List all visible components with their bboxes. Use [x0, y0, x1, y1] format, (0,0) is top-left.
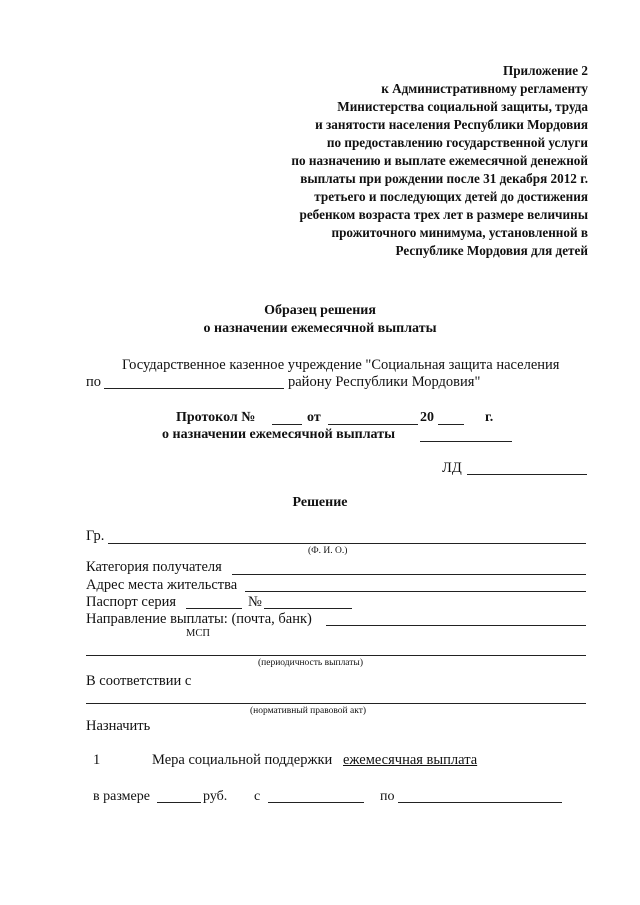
institution-line: Государственное казенное учреждение "Социальная защита населения — [122, 357, 560, 373]
protocol-subtitle: о назначении ежемесячной выплаты — [162, 427, 395, 442]
periodicity-blank[interactable] — [86, 655, 586, 656]
act-blank[interactable] — [86, 703, 586, 704]
protocol-assign-blank[interactable] — [420, 441, 512, 442]
appendix-line: прожиточного минимума, установленной в — [331, 225, 588, 240]
periodicity-caption: (периодичность выплаты) — [258, 658, 363, 668]
assign-label: Назначить — [86, 718, 151, 734]
passport-series-blank[interactable] — [186, 608, 242, 609]
passport-number-blank[interactable] — [264, 608, 352, 609]
ld-blank[interactable] — [467, 474, 587, 475]
appendix-line: ребенком возраста трех лет в размере величины — [299, 207, 588, 222]
appendix-line: Республике Мордовия для детей — [395, 243, 588, 258]
appendix-line: третьего и последующих детей до достижения — [314, 189, 588, 204]
msp-label: МСП — [186, 628, 210, 639]
decision-title: Решение — [292, 495, 348, 510]
protocol-year: 20 — [420, 410, 434, 425]
act-caption: (нормативный правовой акт) — [250, 706, 367, 716]
fio-caption: (Ф. И. О.) — [308, 546, 348, 556]
direction-label: Направление выплаты: (почта, банк) — [86, 611, 312, 627]
sample-title: Образец решения — [264, 303, 376, 318]
address-label: Адрес места жительства — [86, 577, 238, 593]
gr-label: Гр. — [86, 528, 105, 544]
direction-blank[interactable] — [326, 625, 586, 626]
address-blank[interactable] — [245, 591, 586, 592]
category-label: Категория получателя — [86, 559, 222, 575]
appendix-line: и занятости населения Республики Мордовия — [315, 117, 588, 132]
fio-blank[interactable] — [108, 543, 586, 544]
amount-size-label: в размере — [93, 789, 150, 804]
measure-label: Мера социальной поддержки — [152, 752, 333, 768]
appendix-line: Приложение 2 — [502, 63, 588, 78]
ld-label: ЛД — [442, 460, 462, 476]
accordance-label: В соответствии с — [86, 673, 192, 689]
appendix-line: Министерства социальной защиты, труда — [337, 99, 588, 114]
protocol-number-blank[interactable] — [272, 424, 302, 425]
measure-number: 1 — [93, 752, 101, 768]
passport-number-label: № — [248, 594, 262, 610]
sample-subtitle: о назначении ежемесячной выплаты — [203, 321, 437, 336]
amount-from-label: с — [254, 789, 261, 804]
appendix-header — [291, 62, 588, 260]
appendix-line: по предоставлению государственной услуги — [326, 135, 588, 150]
amount-blank[interactable] — [157, 802, 201, 803]
passport-label: Паспорт серия — [86, 594, 177, 610]
category-blank[interactable] — [232, 574, 586, 575]
protocol-date-blank[interactable] — [328, 424, 418, 425]
appendix-line: выплаты при рождении после 31 декабря 2012 г. — [300, 171, 588, 186]
appendix-line: по назначению и выплате ежемесячной денежной — [291, 153, 588, 168]
institution-suffix: району Республики Мордовия" — [288, 374, 481, 390]
amount-to-label: по — [380, 789, 395, 804]
amount-from-blank[interactable] — [268, 802, 364, 803]
appendix-line: к Административному регламенту — [381, 81, 588, 96]
institution-prefix: по — [86, 374, 102, 390]
amount-to-blank[interactable] — [398, 802, 562, 803]
protocol-label: Протокол № — [176, 410, 256, 425]
measure-value: ежемесячная выплата — [343, 752, 478, 768]
protocol-year-blank[interactable] — [438, 424, 464, 425]
district-blank[interactable] — [104, 388, 284, 389]
protocol-from: от — [307, 410, 321, 425]
amount-rub: руб. — [203, 789, 228, 804]
protocol-g: г. — [485, 410, 494, 425]
